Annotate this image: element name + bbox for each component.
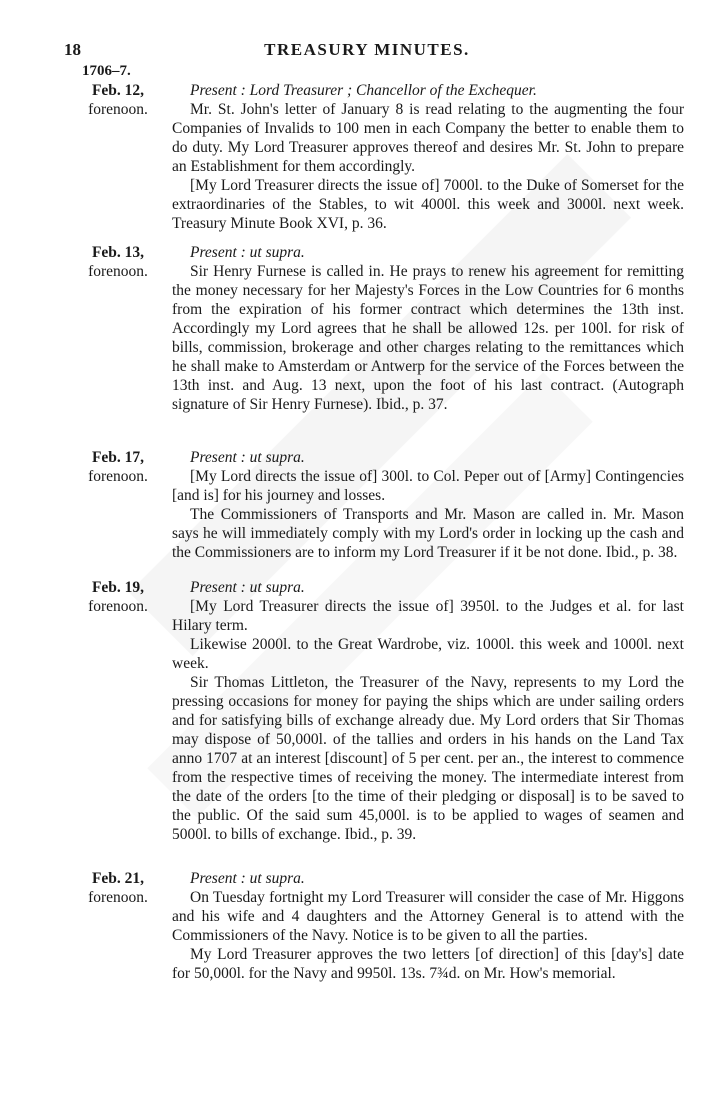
entry-paragraph: [My Lord Treasurer directs the issue of] 3950l. to the Judges et al. for last Hilary term. [172, 598, 684, 634]
entry-paragraph: Present : ut supra. [190, 244, 305, 261]
page-number: 18 [64, 40, 81, 59]
entry-time: forenoon. [88, 889, 148, 906]
entry-paragraph: Present : ut supra. [190, 870, 305, 887]
entry-text [172, 869, 684, 983]
entry-paragraph: [My Lord Treasurer directs the issue of] 7000l. to the Duke of Somerset for the extraordinaries of the Stables, to wit 4000l. this week and 3000l. next week. Treasury Minute Book XVI, p. 36. [172, 177, 684, 232]
running-title: TREASURY MINUTES. [264, 40, 470, 59]
entry-paragraph: My Lord Treasurer approves the two letters [of direction] of this [day's] date for 50,000l. for the Navy and 9950l. 13s. 7¾d. on Mr. How's memorial. [172, 946, 684, 982]
entry-time: forenoon. [88, 468, 148, 485]
entry-paragraph: Present : ut supra. [190, 449, 305, 466]
entry-day: Feb. 13, [91, 244, 145, 261]
entry-date [68, 81, 168, 119]
entry-date [68, 243, 168, 281]
entry-day: Feb. 19, [91, 579, 145, 596]
entry-paragraph: Sir Thomas Littleton, the Treasurer of the Navy, represents to my Lord the pressing occasions for money for paying the ships which are under sailing orders and for satisfying bills of exchange already due. My Lord orders that Sir Thomas may dispose of 50,000l. of the tallies and orders in his hands on the Land Tax anno 1707 at an interest [discount] of 5 per cent. per an., the interest to commence from the respective times of receiving the money. The intermediate interest from the date of the orders [to the time of their pledging or disposal] is to be saved to the public. Of the said sum 45,000l. is to be applied to wages of seamen and 5000l. to bills of exchange. Ibid., p. 39. [172, 674, 684, 843]
entry-paragraph: Mr. St. John's letter of January 8 is read relating to the augmenting the four Companies of Invalids to 100 men in each Company the better to enable them to do duty. My Lord Treasurer approves thereof and desires Mr. St. John to prepare an Establishment for them accordingly. [172, 101, 684, 175]
entry-day: Feb. 21, [91, 870, 145, 887]
entry-date [68, 578, 168, 616]
entry-date [68, 448, 168, 486]
entry-paragraph: Sir Henry Furnese is called in. He prays to renew his agreement for remitting the money necessary for her Majesty's Forces in the Low Countries for 6 months from the expiration of his former contract which determines the 13th inst. Accordingly my Lord agrees that he shall be allowed 12s. per 100l. for risk of bills, commission, brokerage and other charges relating to the remittances which he shall make to Amsterdam or Antwerp for the service of the Forces between the 13th inst. and Aug. 13 next, upon the foot of his last contract. (Autograph signature of Sir Henry Furnese). Ibid., p. 37. [172, 263, 684, 413]
entry-time: forenoon. [88, 598, 148, 615]
entry-paragraph: The Commissioners of Transports and Mr. Mason are called in. Mr. Mason says he will immediately comply with my Lord's order in locking up the cash and the Commissioners are to inform my Lord Treasurer if it be not done. Ibid., p. 38. [172, 506, 684, 561]
entry-paragraph: Likewise 2000l. to the Great Wardrobe, viz. 1000l. this week and 1000l. next week. [172, 636, 684, 672]
page-header [64, 40, 670, 64]
entry-time: forenoon. [88, 263, 148, 280]
entry-text [172, 448, 684, 562]
entry-paragraph: On Tuesday fortnight my Lord Treasurer will consider the case of Mr. Higgons and his wife and 4 daughters and the Attorney General is to attend with the Commissioners of the Navy. Notice is to be given to all the parties. [172, 889, 684, 944]
entry-text [172, 578, 684, 844]
entry-text [172, 81, 684, 233]
entry-date [68, 869, 168, 907]
entry-paragraph: [My Lord directs the issue of] 300l. to Col. Peper out of [Army] Contingencies [and is] for his journey and losses. [172, 468, 684, 504]
year-label: 1706–7. [82, 63, 131, 79]
entry-time: forenoon. [88, 101, 148, 118]
entry-day: Feb. 12, [91, 82, 145, 99]
entry-paragraph: Present : Lord Treasurer ; Chancellor of the Exchequer. [190, 82, 537, 99]
entry-day: Feb. 17, [91, 449, 145, 466]
entry-text [172, 243, 684, 414]
entry-paragraph: Present : ut supra. [190, 579, 305, 596]
